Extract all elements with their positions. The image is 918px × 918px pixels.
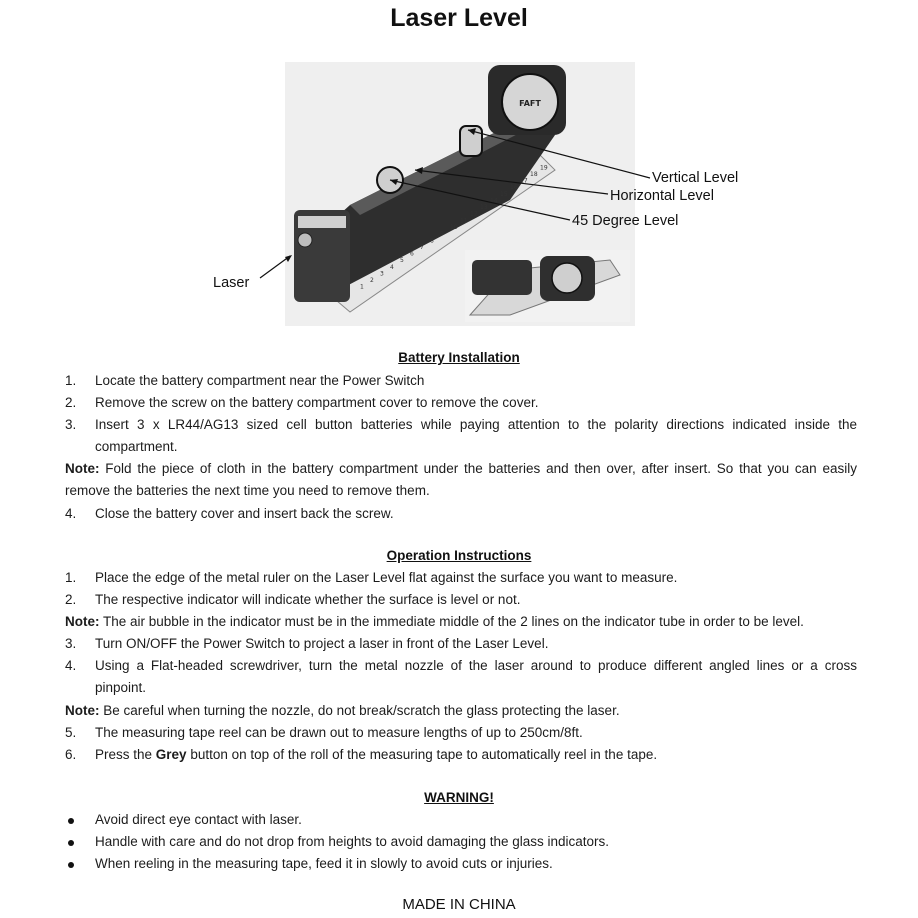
ruler-tick-label: 18 <box>530 170 538 178</box>
step-text: Locate the battery compartment near the Power Switch <box>95 373 425 388</box>
ruler-tick-label: 15 <box>500 190 508 198</box>
note-label: Note: <box>65 461 100 476</box>
ruler-tick-label: 19 <box>540 164 548 172</box>
step-number: 3. <box>65 417 77 432</box>
laser-head-label <box>298 216 346 228</box>
step-text-continued: compartment. <box>95 439 178 454</box>
step-number: 6. <box>65 747 77 762</box>
bullet-icon <box>68 818 74 824</box>
warning-text: When reeling in the measuring tape, feed it in slowly to avoid cuts or injuries. <box>95 856 553 871</box>
ruler-tick-label: 16 <box>510 184 518 192</box>
ruler-tick-label: 4 <box>390 263 394 271</box>
warning-text: Avoid direct eye contact with laser. <box>95 812 302 827</box>
step-text: Using a Flat-headed screwdriver, turn the metal nozzle of the laser around to produce different angled lines or a cross <box>95 658 857 673</box>
inset-photo <box>465 250 630 322</box>
ruler-tick-label: 13 <box>480 204 488 212</box>
note-text-continued: remove the batteries the next time you need to remove them. <box>65 483 430 498</box>
step-number: 2. <box>65 592 77 607</box>
ruler-tick-label: 1 <box>360 283 364 291</box>
step-text-continued: pinpoint. <box>95 680 147 695</box>
laser-label: Laser <box>213 275 250 291</box>
step-number: 4. <box>65 658 77 673</box>
degree-45-label: 45 Degree Level <box>572 213 679 229</box>
warning-text: Handle with care and do not drop from heights to avoid damaging the glass indicators. <box>95 834 610 849</box>
step-number: 3. <box>65 636 77 651</box>
ruler-tick-label: 17 <box>520 177 528 185</box>
warning-heading: WARNING! <box>424 790 494 805</box>
page-title: Laser Level <box>390 4 528 32</box>
ruler-tick-label: 7 <box>420 243 424 251</box>
step-text: Remove the screw on the battery compartment cover to remove the cover. <box>95 395 539 410</box>
note-label: Note: <box>65 703 100 718</box>
note-text: Note: Fold the piece of cloth in the battery compartment under the batteries and then over, after insert. So that you can easily <box>65 461 857 476</box>
step-number: 1. <box>65 373 77 388</box>
step-text: The respective indicator will indicate whether the surface is level or not. <box>95 592 521 607</box>
ruler-tick-label: 11 <box>460 217 468 225</box>
ruler-tick-label: 10 <box>450 224 458 231</box>
step-text: Place the edge of the metal ruler on the Laser Level flat against the surface you want to measure. <box>95 570 678 585</box>
laser-nozzle <box>298 233 312 247</box>
step-text: The measuring tape reel can be drawn out to measure lengths of up to 250cm/8ft. <box>95 725 583 740</box>
bullet-icon <box>68 840 74 846</box>
bullet-icon <box>68 862 74 868</box>
battery-installation-heading: Battery Installation <box>398 350 520 365</box>
note-label: Note: <box>65 614 100 629</box>
step-text: Close the battery cover and insert back the screw. <box>95 506 394 521</box>
ruler-tick-label: 14 <box>490 197 498 205</box>
step-number: 2. <box>65 395 77 410</box>
step-number: 1. <box>65 570 77 585</box>
ruler-tick-label: 2 <box>370 277 374 285</box>
product-brand: FAFT <box>519 99 541 108</box>
ruler-tick-label: 12 <box>470 210 478 218</box>
vertical-level-label: Vertical Level <box>652 170 739 186</box>
ruler-tick-label: 9 <box>440 230 444 238</box>
grey-button-emphasis: Grey <box>155 747 187 762</box>
ruler-tick-label: 5 <box>400 257 404 265</box>
operation-instructions-heading: Operation Instructions <box>386 548 532 563</box>
product-figure <box>210 60 770 330</box>
horizontal-level-label: Horizontal Level <box>610 188 714 204</box>
step-text: Turn ON/OFF the Power Switch to project a laser in front of the Laser Level. <box>95 636 549 651</box>
note-text: Note: The air bubble in the indicator must be in the immediate middle of the 2 lines on the indicator tube in order to be level. <box>65 614 804 629</box>
ruler-tick-label: 3 <box>380 270 384 278</box>
step-text: Press the Grey button on top of the roll of the measuring tape to automatically reel in the tape. <box>95 747 658 762</box>
ruler-tick-label: 6 <box>410 250 414 258</box>
step-number: 4. <box>65 506 77 521</box>
ruler-tick-label: 8 <box>430 237 434 245</box>
step-number: 5. <box>65 725 77 740</box>
note-text: Note: Be careful when turning the nozzle, do not break/scratch the glass protecting the laser. <box>65 703 620 718</box>
step-text: Insert 3 x LR44/AG13 sized cell button batteries while paying attention to the polarity directions indicated inside the <box>95 417 857 432</box>
made-in-china-footer: MADE IN CHINA <box>402 896 516 913</box>
